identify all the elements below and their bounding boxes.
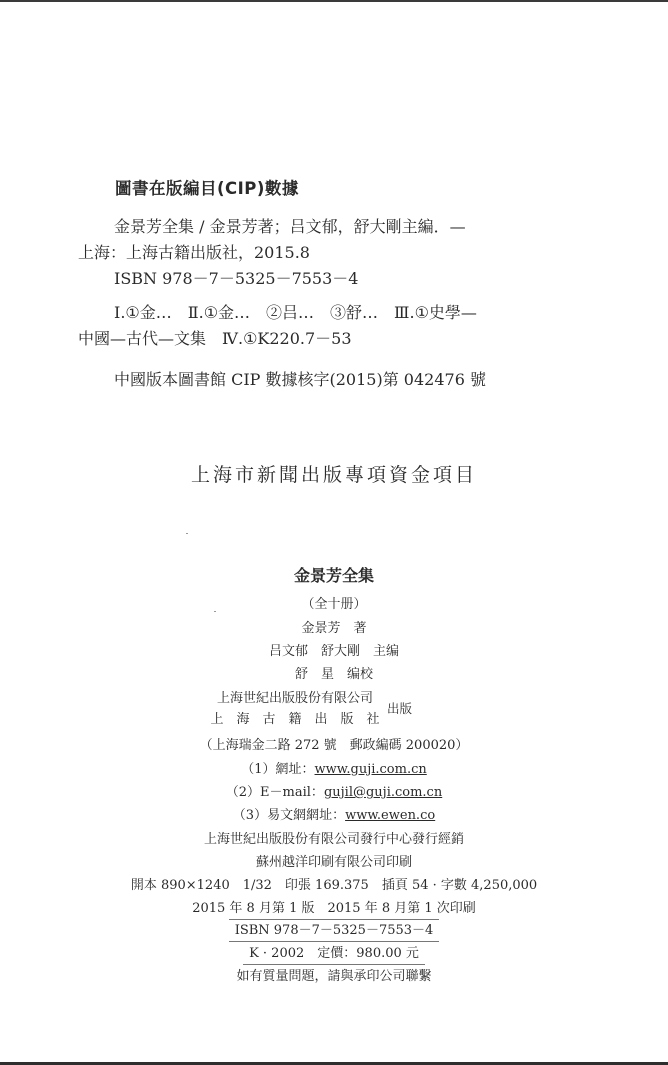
cip-p2-line1: Ⅰ.①金… Ⅱ.①金… ②吕… ③舒… Ⅲ.①史學— (114, 303, 477, 322)
editors-line: 吕文郁 舒大剛 主编 (268, 644, 399, 659)
cip-p1-line1: 金景芳全集 / 金景芳著；吕文郁，舒大剛主編．— (114, 217, 466, 236)
publisher-block (0, 688, 668, 732)
specs-line: 開本 890×1240 1/32 印張 169.375 插頁 54 · 字數 4,250,000 (130, 878, 538, 893)
printer-line: 蘇州越洋印刷有限公司印刷 (255, 855, 412, 870)
cip-paragraph-2 (78, 300, 553, 352)
funding-project-line: 上海市新聞出版專項資金項目 (190, 464, 477, 486)
publisher-names (200, 688, 390, 730)
proofreader-line: 舒 星 编校 (294, 667, 373, 682)
website-line (0, 759, 668, 780)
cip-p3-line: 中國版本圖書館 CIP 數據核字(2015)第 042476 號 (114, 370, 486, 389)
publish-label: 出版 (387, 701, 413, 716)
website-prefix: （1）網址： (241, 762, 315, 777)
publisher-1: 上海世紀出版股份有限公司 (216, 691, 373, 706)
ewen-link[interactable]: www.ewen.co (345, 808, 436, 823)
scan-speck (186, 533, 188, 534)
email-link[interactable]: gujil@guji.com.cn (323, 785, 443, 800)
cip-p1-line3: ISBN 978－7－5325－7553－4 (114, 269, 359, 288)
email-line (0, 782, 668, 803)
ewen-line (0, 805, 668, 826)
book-title: 金景芳全集 (293, 566, 374, 585)
cip-paragraph-3 (78, 367, 553, 393)
website-link[interactable]: www.guji.com.cn (314, 762, 427, 777)
edition-line: 2015 年 8 月第 1 版 2015 年 8 月第 1 次印刷 (192, 901, 476, 916)
address-line: （上海瑞金二路 272 號 郵政編碼 200020） (199, 738, 469, 753)
page-top-edge (0, 0, 668, 2)
author-line: 金景芳 著 (301, 621, 367, 636)
volumes-note: （全十册） (301, 597, 367, 612)
quality-notice: 如有質量問題，請與承印公司聯繫 (236, 969, 432, 984)
isbn-line: ISBN 978－7－5325－7553－4 (229, 919, 440, 942)
isbn-row (0, 919, 668, 942)
cip-p2-line2: 中國—古代—文集 Ⅳ.①K220.7－53 (78, 329, 352, 348)
cip-p1-line2: 上海：上海古籍出版社，2015.8 (78, 243, 310, 262)
price-row (0, 943, 668, 965)
price-line: K · 2002 定價：980.00 元 (243, 943, 425, 965)
cip-paragraph-1 (78, 214, 553, 292)
ewen-prefix: （3）易文網網址： (232, 808, 346, 823)
cip-heading: 圖書在版編目(CIP)數據 (115, 179, 299, 198)
distributor-line: 上海世紀出版股份有限公司發行中心發行經銷 (203, 832, 464, 847)
publisher-2: 上 海 古 籍 出 版 社 (210, 712, 380, 727)
email-prefix: （2）E－mail： (225, 785, 324, 800)
